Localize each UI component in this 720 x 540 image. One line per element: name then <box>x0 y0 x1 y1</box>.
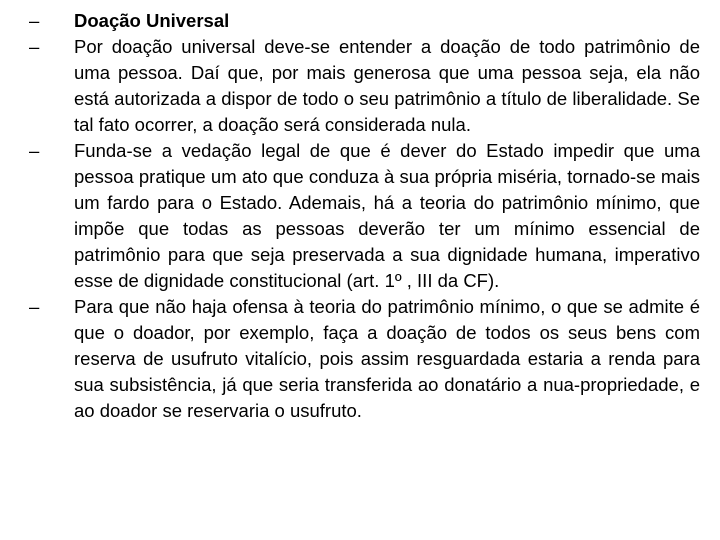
dash-bullet-icon: – <box>29 140 40 161</box>
dash-bullet-icon: – <box>29 36 40 57</box>
dash-bullet-icon: – <box>29 296 40 317</box>
heading-text: Doação Universal <box>74 10 230 31</box>
paragraph-text: Funda-se a vedação legal de que é dever do Estado impedir que uma pessoa pratique um ato que conduza à sua própria miséria, tornado-se mais um fardo para o Estado. Ademais, há a teoria do patrimônio mínimo, que impõe que todas as pessoas deverão ter um mínimo essencial de patrimônio para que seja preservada a sua dignidade humana, imperativo esse de dignidade constitucional (art. 1º , III da CF). <box>74 140 700 291</box>
bullet-item-definition <box>29 34 700 138</box>
dash-bullet-icon: – <box>29 10 40 31</box>
bullet-item-heading <box>29 8 700 34</box>
paragraph-text: Por doação universal deve-se entender a doação de todo patrimônio de uma pessoa. Daí que, por mais generosa que uma pessoa seja, ela não está autorizada a dispor de todo o seu patrimônio a título de liberalidade. Se tal fato ocorrer, a doação será considerada nula. <box>74 36 700 135</box>
bullet-list <box>29 8 700 424</box>
paragraph-text: Para que não haja ofensa à teoria do patrimônio mínimo, o que se admite é que o doador, por exemplo, faça a doação de todos os seus bens com reserva de usufruto vitalício, pois assim resguardada estaria a renda para sua subsistência, já que seria transferida ao donatário a nua-propriedade, e ao doador se reservaria o usufruto. <box>74 296 700 421</box>
bullet-item-exception <box>29 294 700 424</box>
bullet-item-foundation <box>29 138 700 294</box>
